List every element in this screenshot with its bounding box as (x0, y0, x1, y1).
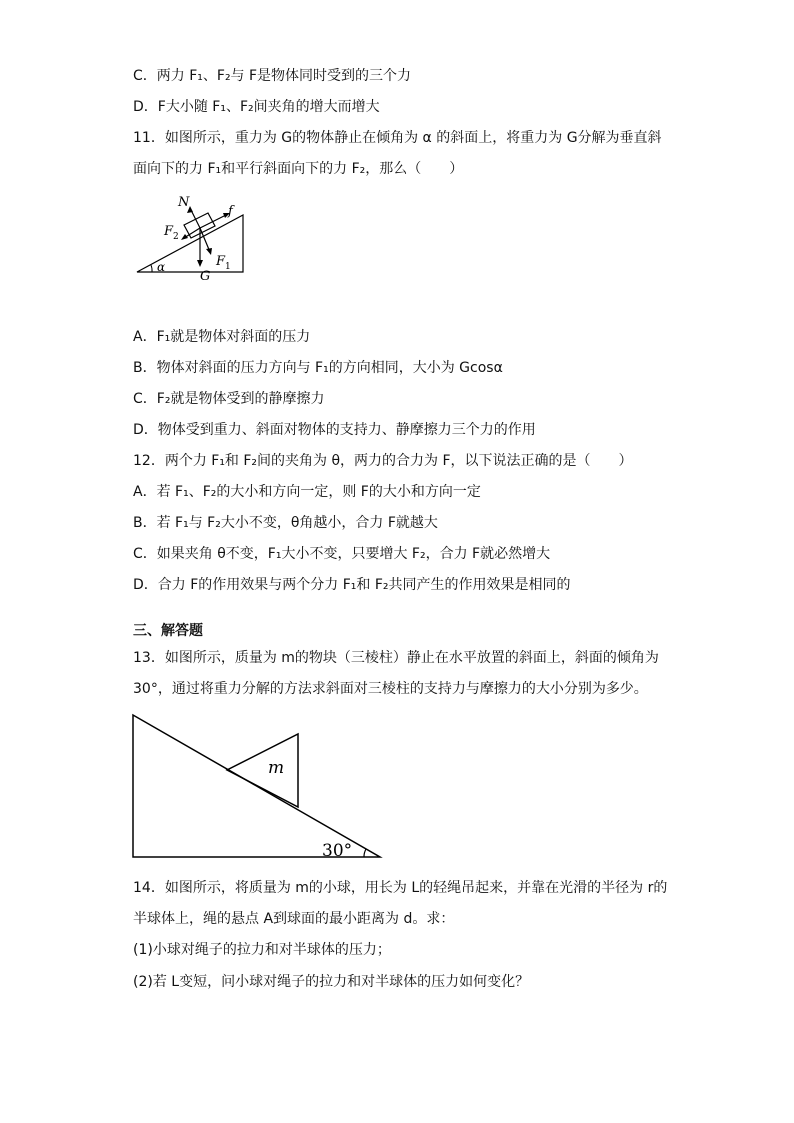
q12-option-b: B．若 F₁与 F₂大小不变，θ角越小，合力 F就越大 (133, 515, 438, 531)
q11-incline-force-diagram (130, 188, 260, 283)
q11-label-f2-sub: 2 (173, 232, 179, 242)
q13-prism (227, 734, 298, 807)
q12-stem: 12．两个力 F₁和 F₂间的夹角为 θ，两力的合力为 F，以下说法正确的是（ ） (133, 453, 633, 469)
q11-option-d: D．物体受到重力、斜面对物体的支持力、静摩擦力三个力的作用 (133, 422, 536, 438)
q13-label-m: m (268, 758, 285, 778)
q11-stem-line2: 面向下的力 F₁和平行斜面向下的力 F₂，那么（ ） (133, 161, 464, 177)
section-heading-answer-questions: 三、解答题 (133, 623, 203, 639)
q11-label-f2: F (164, 224, 174, 239)
q14-part-2: (2)若 L变短，问小球对绳子的拉力和对半球体的压力如何变化？ (133, 974, 530, 990)
q11-stem-line1: 11．如图所示，重力为 G的物体静止在倾角为 α 的斜面上，将重力为 G分解为垂直斜 (133, 130, 662, 146)
q14-part-1: (1)小球对绳子的拉力和对半球体的压力； (133, 942, 391, 958)
q10-option-c: C．两力 F₁、F₂与 F是物体同时受到的三个力 (133, 68, 412, 84)
q14-stem-line2: 半球体上，绳的悬点 A到球面的最小距离为 d。求： (133, 911, 455, 927)
q11-option-c: C．F₂就是物体受到的静摩擦力 (133, 391, 325, 407)
q13-incline-prism-diagram (128, 710, 388, 862)
q13-label-angle: 30° (322, 841, 353, 861)
q11-label-alpha: α (157, 260, 166, 274)
q14-stem-line1: 14．如图所示，将质量为 m的小球，用长为 L的轻绳吊起来，并靠在光滑的半径为 r的 (133, 880, 668, 896)
q11-label-g: G (200, 269, 211, 283)
q12-option-c: C．如果夹角 θ不变，F₁大小不变，只要增大 F₂，合力 F就必然增大 (133, 546, 551, 562)
q12-option-a: A．若 F₁、F₂的大小和方向一定，则 F的大小和方向一定 (133, 484, 481, 500)
q11-label-f1: F (216, 254, 226, 269)
q11-option-a: A．F₁就是物体对斜面的压力 (133, 329, 311, 345)
q11-angle-arc (151, 265, 152, 272)
q12-option-d: D．合力 F的作用效果与两个分力 F₁和 F₂共同产生的作用效果是相同的 (133, 577, 571, 593)
q11-label-f1-sub: 1 (225, 262, 231, 272)
q13-angle-arc (364, 849, 366, 857)
q10-option-d: D．F大小随 F₁、F₂间夹角的增大而增大 (133, 99, 380, 115)
q13-stem-line1: 13．如图所示，质量为 m的物块（三棱柱）静止在水平放置的斜面上，斜面的倾角为 (133, 650, 659, 666)
q11-option-b: B．物体对斜面的压力方向与 F₁的方向相同，大小为 Gcosα (133, 360, 503, 376)
q11-label-n: N (178, 195, 190, 210)
q13-stem-line2: 30°，通过将重力分解的方法求斜面对三棱柱的支持力与摩擦力的大小分别为多少。 (133, 681, 648, 697)
q11-label-f: f (228, 204, 233, 219)
